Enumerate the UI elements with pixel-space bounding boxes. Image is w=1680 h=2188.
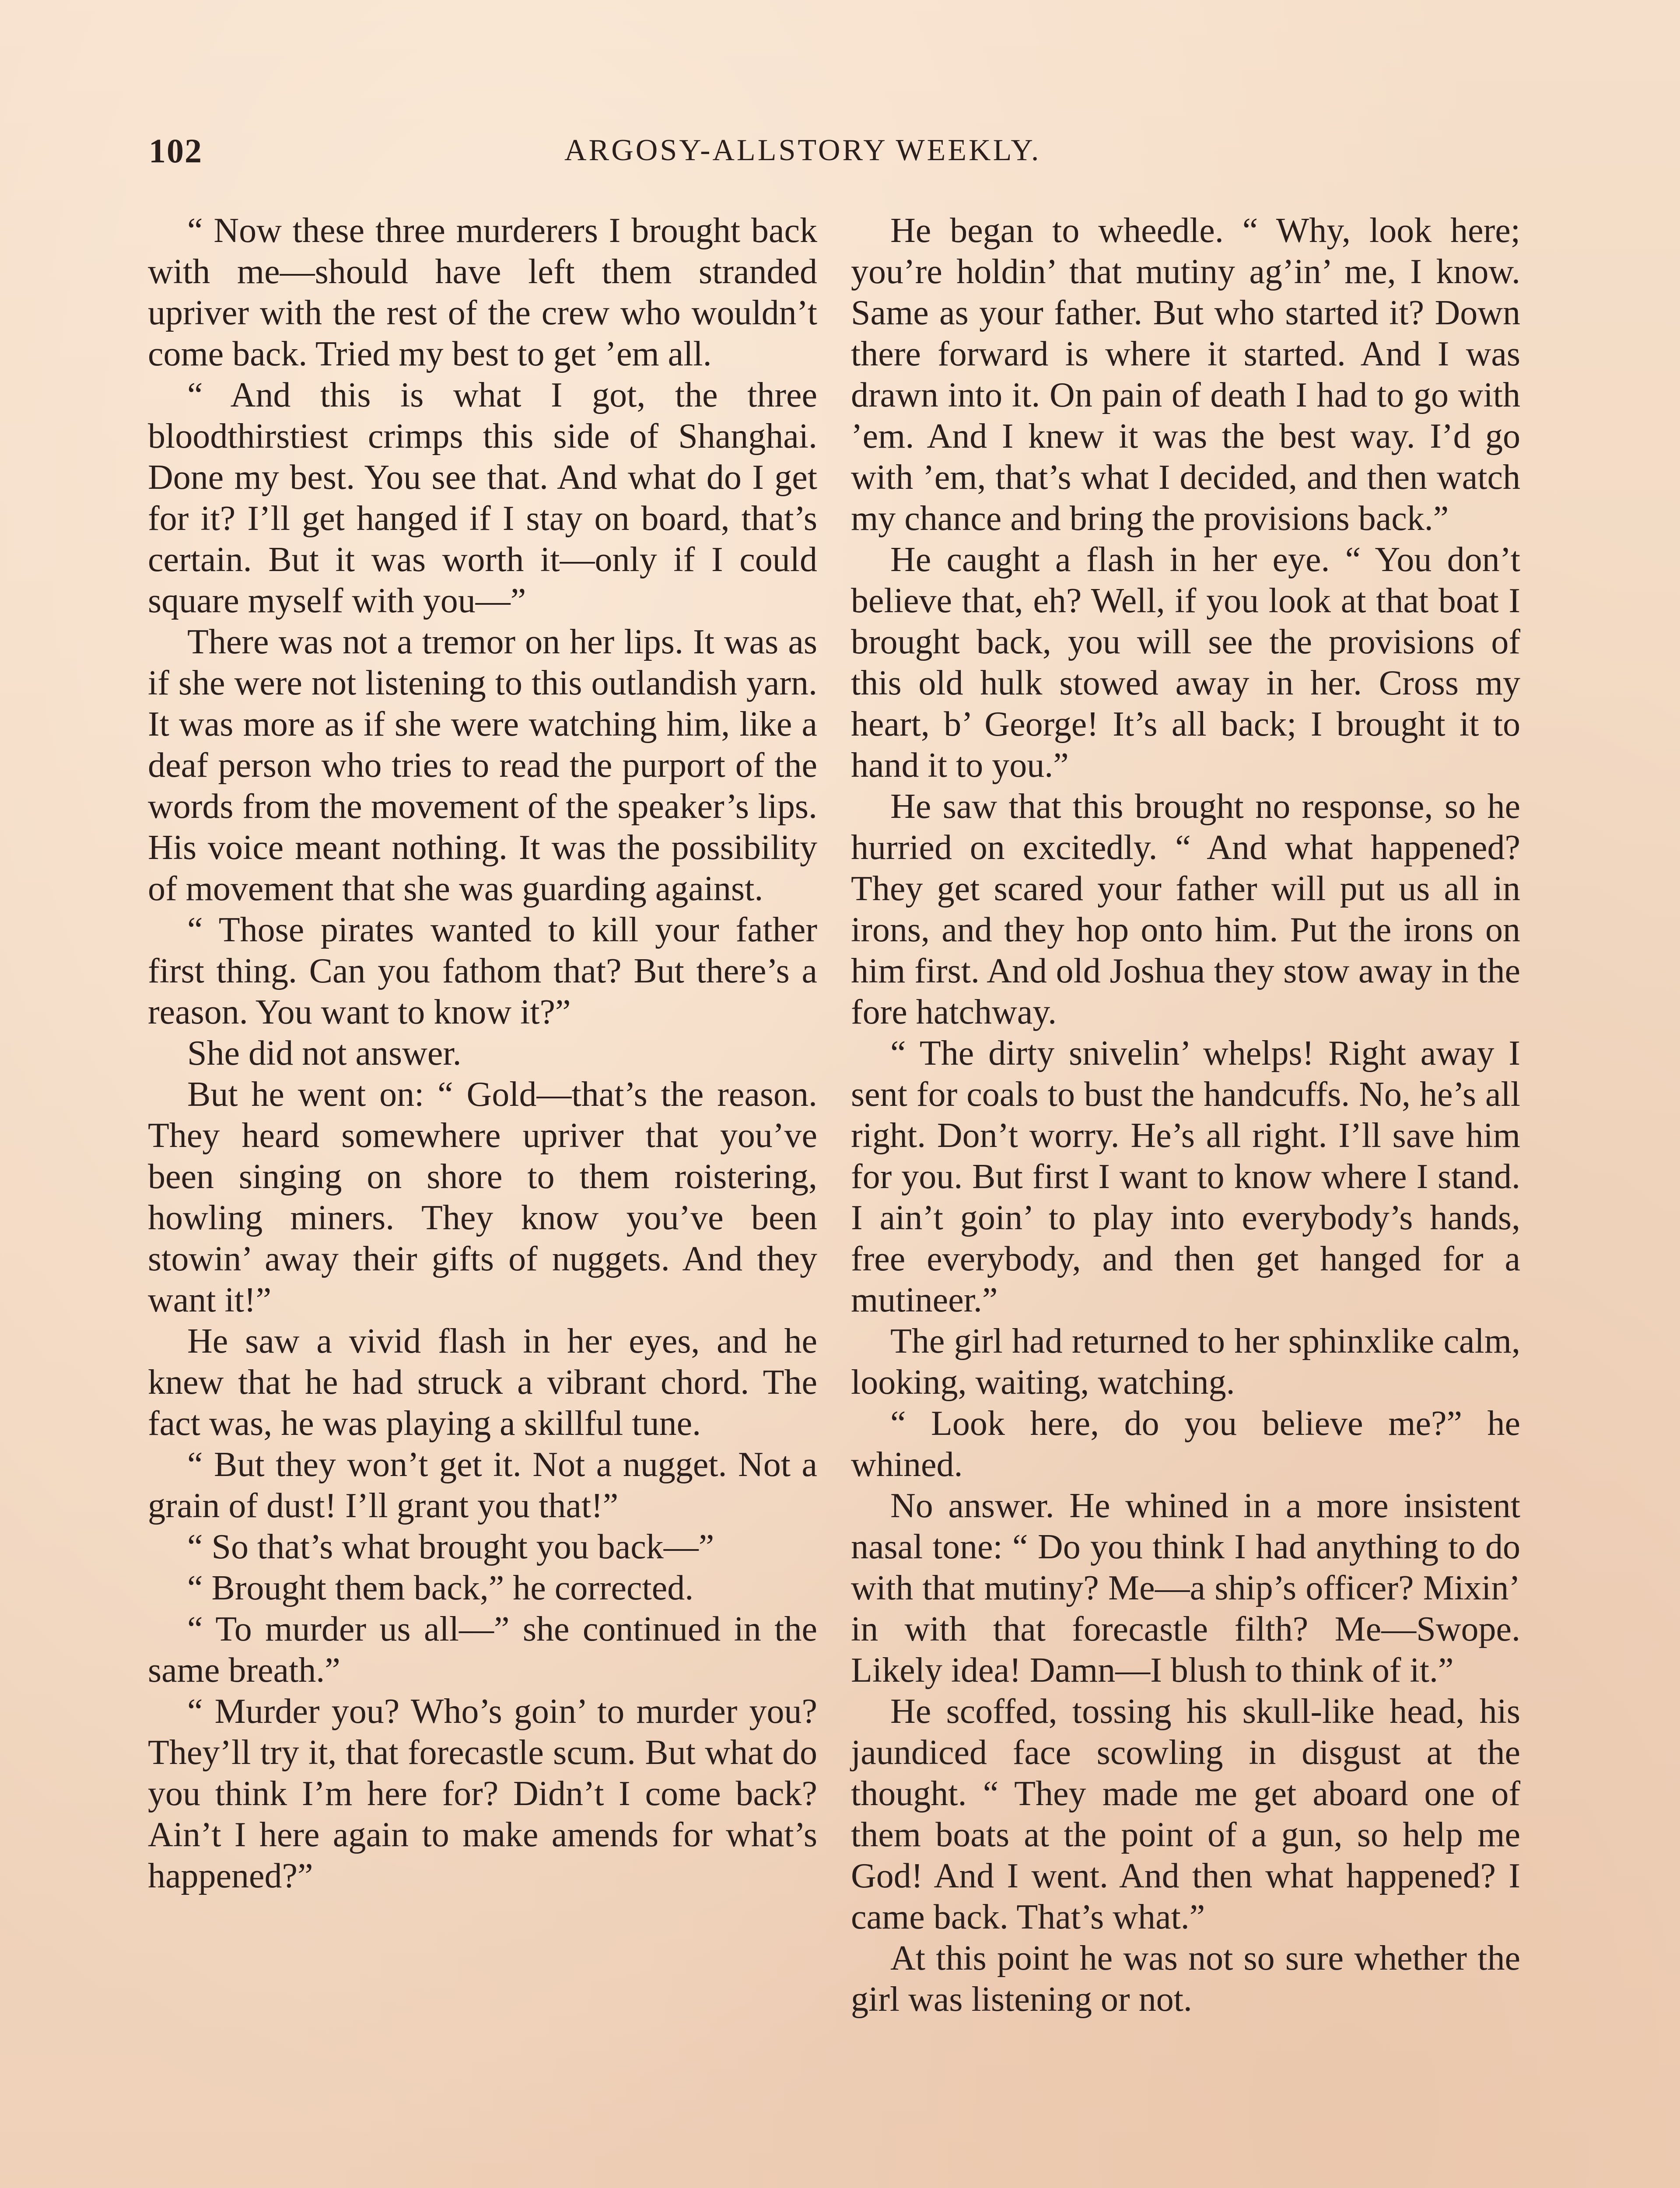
paragraph: He caught a flash in her eye. “ You don’t believe that, eh? Well, if you look at that boat I brought back, you will see the provisions of this old hulk stowed away in her. Cross my heart, b’ George! It’s all back; I brought it to hand it to you.”: [851, 540, 1520, 785]
paragraph: There was not a tremor on her lips. It was as if she were not listening to this outlandish yarn. It was more as if she were watching him, like a deaf person who tries to read the purport of the words from the movement of the speaker’s lips. His voice meant nothing. It was the possibility of movement that she was guarding against.: [148, 623, 817, 908]
paragraph: But he went on: “ Gold—that’s the reason. They heard somewhere upriver that you’ve been singing on shore to them roistering, howling miners. They know you’ve been stowin’ away their gifts of nuggets. And they want it!”: [148, 1075, 817, 1319]
paragraph: He saw a vivid flash in her eyes, and he knew that he had struck a vibrant chord. The fact was, he was playing a skillful tune.: [148, 1322, 817, 1443]
paragraph: “ The dirty snivelin’ whelps! Right away I sent for coals to bust the handcuffs. No, he’s all right. Don’t worry. He’s all right. I’ll save him for you. But first I want to know where I stand. I ain’t goin’ to play into everybody’s hands, free everybody, and then get hanged for a mutineer.”: [851, 1034, 1520, 1319]
running-title: ARGOSY-ALLSTORY WEEKLY.: [564, 133, 1041, 167]
paragraph: “ Those pirates wanted to kill your father first thing. Can you fathom that? But there’s a reason. You want to know it?”: [148, 911, 817, 1031]
paragraph: “ And this is what I got, the three bloodthirstiest crimps this side of Shanghai. Done my best. You see that. And what do I get for it? I’ll get hanged if I stay on board, that’s certain. But it was worth it—only if I could square myself with you—”: [148, 376, 817, 620]
paragraph: He scoffed, tossing his skull-like head, his jaundiced face scowling in disgust at the thought. “ They made me get aboard one of them boats at the point of a gun, so help me God! And I went. And then what happened? I came back. That’s what.”: [851, 1692, 1520, 1936]
paragraph: He began to wheedle. “ Why, look here; you’re holdin’ that mutiny ag’in’ me, I know. Same as your father. But who started it? Down there forward is where it started. And I was drawn into it. On pain of death I had to go with ’em. And I knew it was the best way. I’d go with ’em, that’s what I decided, and then watch my chance and bring the provisions back.”: [851, 211, 1520, 538]
paragraph: “ To murder us all—” she continued in the same breath.”: [148, 1610, 817, 1690]
paragraph: “ Brought them back,” he corrected.: [187, 1569, 694, 1607]
paragraph: He saw that this brought no response, so he hurried on excitedly. “ And what happened? They get scared your father will put us all in irons, and they hop onto him. Put the irons on him first. And old Joshua they stow away in the fore hatchway.: [851, 787, 1520, 1031]
left-text-column: [148, 210, 817, 1897]
paragraph: “ Now these three murderers I brought back with me—should have left them stranded upriver with the rest of the crew who wouldn’t come back. Tried my best to get ’em all.: [148, 211, 817, 373]
page-number: 102: [149, 132, 203, 170]
paragraph: “ So that’s what brought you back—”: [187, 1528, 714, 1566]
paragraph: “ Murder you? Who’s goin’ to murder you? They’ll try it, that forecastle scum. But what do you think I’m here for? Didn’t I come back? Ain’t I here again to make amends for what’s happened?”: [148, 1692, 817, 1895]
right-text-column: [851, 210, 1520, 2020]
paragraph: No answer. He whined in a more insistent nasal tone: “ Do you think I had anything to do with that mutiny? Me—a ship’s officer? Mixin’ in with that forecastle filth? Me—Swope. Likely idea! Damn—I blush to think of it.”: [851, 1487, 1520, 1690]
paragraph: The girl had returned to her sphinxlike calm, looking, waiting, watching.: [851, 1322, 1520, 1402]
paragraph: “ But they won’t get it. Not a nugget. Not a grain of dust! I’ll grant you that!”: [148, 1445, 817, 1525]
paragraph: At this point he was not so sure whether the girl was listening or not.: [851, 1939, 1520, 2019]
paragraph: She did not answer.: [187, 1034, 462, 1073]
paragraph: “ Look here, do you believe me?” he whined.: [851, 1404, 1520, 1484]
page-header: [149, 131, 1540, 179]
